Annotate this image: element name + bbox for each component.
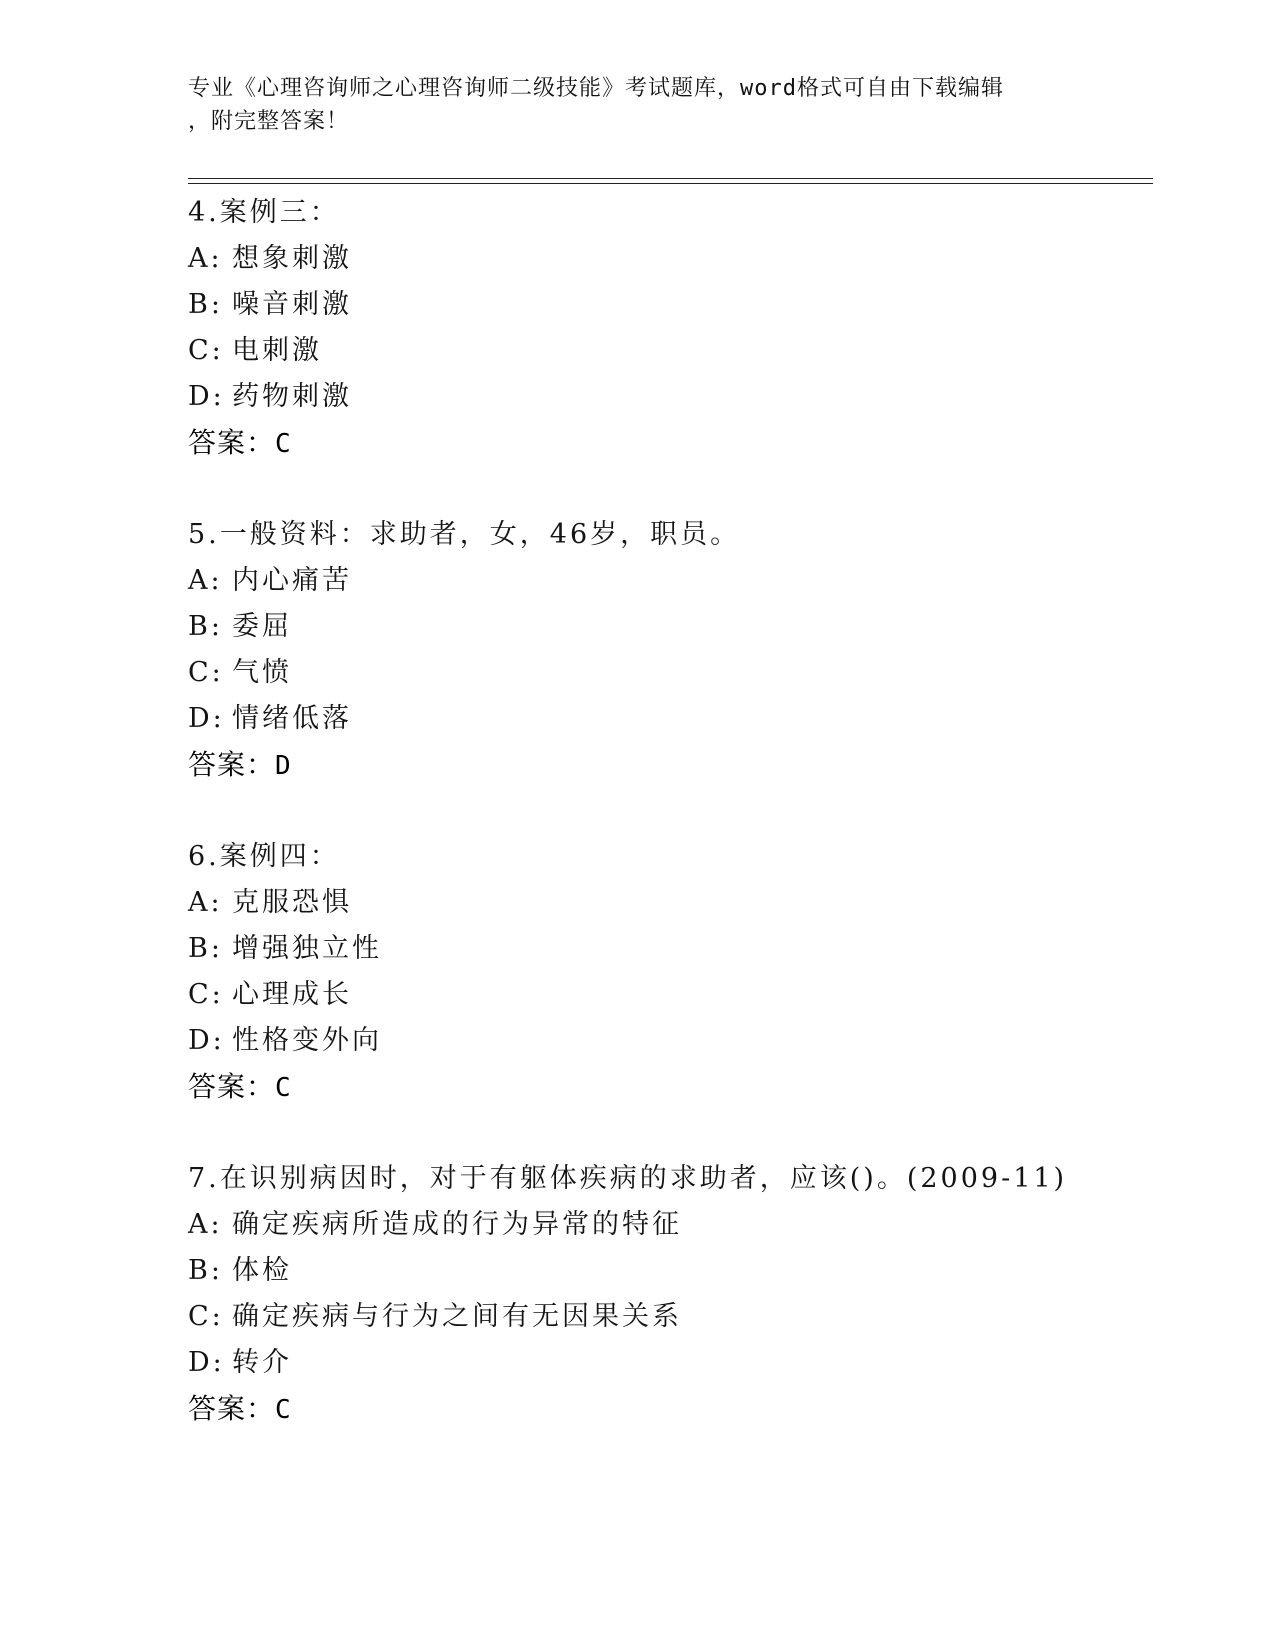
option-letter: A: [188,887,223,918]
document-header [188,72,1078,138]
question-5 [188,512,1148,788]
option-letter: A: [188,565,223,596]
option-text: 增强独立性 [232,933,382,964]
option-c [188,328,1148,374]
option-letter: A: [188,243,223,274]
option-b [188,604,1148,650]
answer-value: C [275,429,291,459]
answer-label: 答案： [188,1392,276,1425]
question-4 [188,190,1148,466]
question-7 [188,1156,1148,1432]
option-text: 克服恐惧 [232,887,352,918]
option-letter: B: [188,611,223,642]
option-letter: C: [188,335,224,366]
option-text: 药物刺激 [232,381,352,412]
question-stem: 6.案例四： [188,841,340,872]
option-a [188,558,1148,604]
option-letter: C: [188,979,224,1010]
option-text: 情绪低落 [232,703,352,734]
question-list [188,190,1148,1432]
option-text: 电刺激 [232,335,322,366]
option-letter: B: [188,933,223,964]
option-text: 委屈 [232,611,292,642]
answer-label: 答案： [188,1070,276,1103]
header-line-1: 专业《心理咨询师之心理咨询师二级技能》考试题库，word格式可自由下载编辑 [188,76,1004,101]
option-c [188,1294,1148,1340]
option-d [188,1018,1148,1064]
question-stem: 5.一般资料：求助者，女，46岁，职员。 [188,519,741,550]
option-letter: B: [188,1255,223,1286]
option-text: 心理成长 [232,979,352,1010]
option-text: 体检 [232,1255,292,1286]
option-text: 气愤 [232,657,292,688]
option-text: 噪音刺激 [232,289,352,320]
question-stem: 4.案例三： [188,197,340,228]
question-stem: 7.在识别病因时，对于有躯体疾病的求助者，应该()。(2009-11) [188,1163,1068,1194]
answer-value: C [275,1073,291,1103]
option-d [188,696,1148,742]
option-text: 确定疾病与行为之间有无因果关系 [232,1301,682,1332]
option-b [188,282,1148,328]
option-text: 想象刺激 [232,243,352,274]
question-6 [188,834,1148,1110]
option-letter: C: [188,1301,224,1332]
option-letter: D: [188,1025,225,1056]
option-letter: C: [188,657,224,688]
option-a [188,880,1148,926]
header-divider-top [188,178,1153,179]
answer-line [188,742,1148,788]
option-letter: B: [188,289,223,320]
option-b [188,926,1148,972]
answer-line [188,1064,1148,1110]
answer-label: 答案： [188,748,276,781]
option-text: 性格变外向 [232,1025,382,1056]
option-d [188,374,1148,420]
option-text: 确定疾病所造成的行为异常的特征 [232,1209,682,1240]
header-divider-bottom [188,183,1153,184]
option-a [188,1202,1148,1248]
option-b [188,1248,1148,1294]
option-letter: D: [188,703,225,734]
option-a [188,236,1148,282]
option-letter: D: [188,1347,225,1378]
option-text: 转介 [232,1347,292,1378]
answer-line [188,420,1148,466]
option-letter: D: [188,381,225,412]
answer-value: C [275,1395,291,1425]
answer-line [188,1386,1148,1432]
option-d [188,1340,1148,1386]
option-c [188,650,1148,696]
option-c [188,972,1148,1018]
answer-label: 答案： [188,426,276,459]
option-letter: A: [188,1209,223,1240]
answer-value: D [275,751,291,781]
header-line-2: ，附完整答案！ [188,109,350,134]
option-text: 内心痛苦 [232,565,352,596]
